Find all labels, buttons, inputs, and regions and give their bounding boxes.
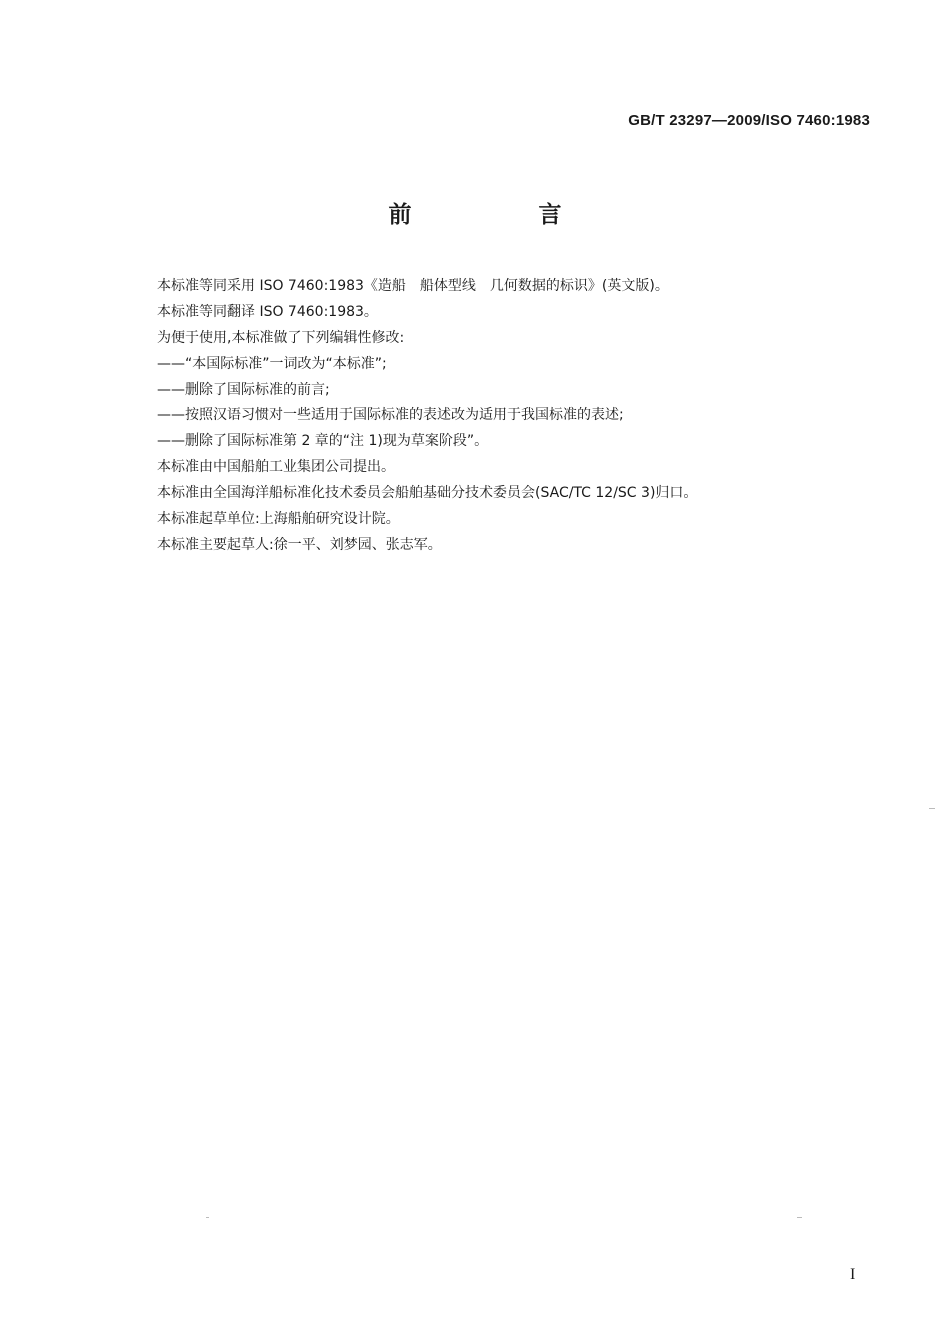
edit-item: ——删除了国际标准第 2 章的“注 1)现为草案阶段”。 bbox=[157, 433, 489, 450]
edit-item: ——按照汉语习惯对一些适用于国际标准的表述改为适用于我国标准的表述; bbox=[157, 407, 624, 424]
paragraph-translation: 本标准等同翻译 ISO 7460:1983。 bbox=[157, 303, 378, 320]
scan-speck bbox=[797, 1217, 802, 1218]
paragraph-drafters: 本标准主要起草人:徐一平、刘梦园、张志军。 bbox=[157, 536, 442, 553]
page-title: 前 言 bbox=[388, 202, 614, 228]
paragraph-proposer: 本标准由中国船舶工业集团公司提出。 bbox=[157, 459, 395, 476]
foreword-body bbox=[157, 274, 857, 559]
scan-speck bbox=[929, 808, 935, 809]
edit-item: ——“本国际标准”一词改为“本标准”; bbox=[157, 355, 387, 372]
paragraph-drafting-unit: 本标准起草单位:上海船舶研究设计院。 bbox=[157, 511, 400, 528]
paragraph-adoption: 本标准等同采用 ISO 7460:1983《造船 船体型线 几何数据的标识》(英文版)。 bbox=[157, 278, 669, 294]
paragraph-committee: 本标准由全国海洋船标准化技术委员会船舶基础分技术委员会(SAC/TC 12/SC 3)归口。 bbox=[157, 485, 698, 502]
paragraph-edits-intro: 为便于使用,本标准做了下列编辑性修改: bbox=[157, 329, 405, 346]
scan-speck bbox=[206, 1217, 209, 1218]
standard-code: GB/T 23297—2009/ISO 7460:1983 bbox=[628, 112, 870, 129]
page-number: I bbox=[850, 1266, 856, 1283]
edit-item: ——删除了国际标准的前言; bbox=[157, 381, 330, 398]
